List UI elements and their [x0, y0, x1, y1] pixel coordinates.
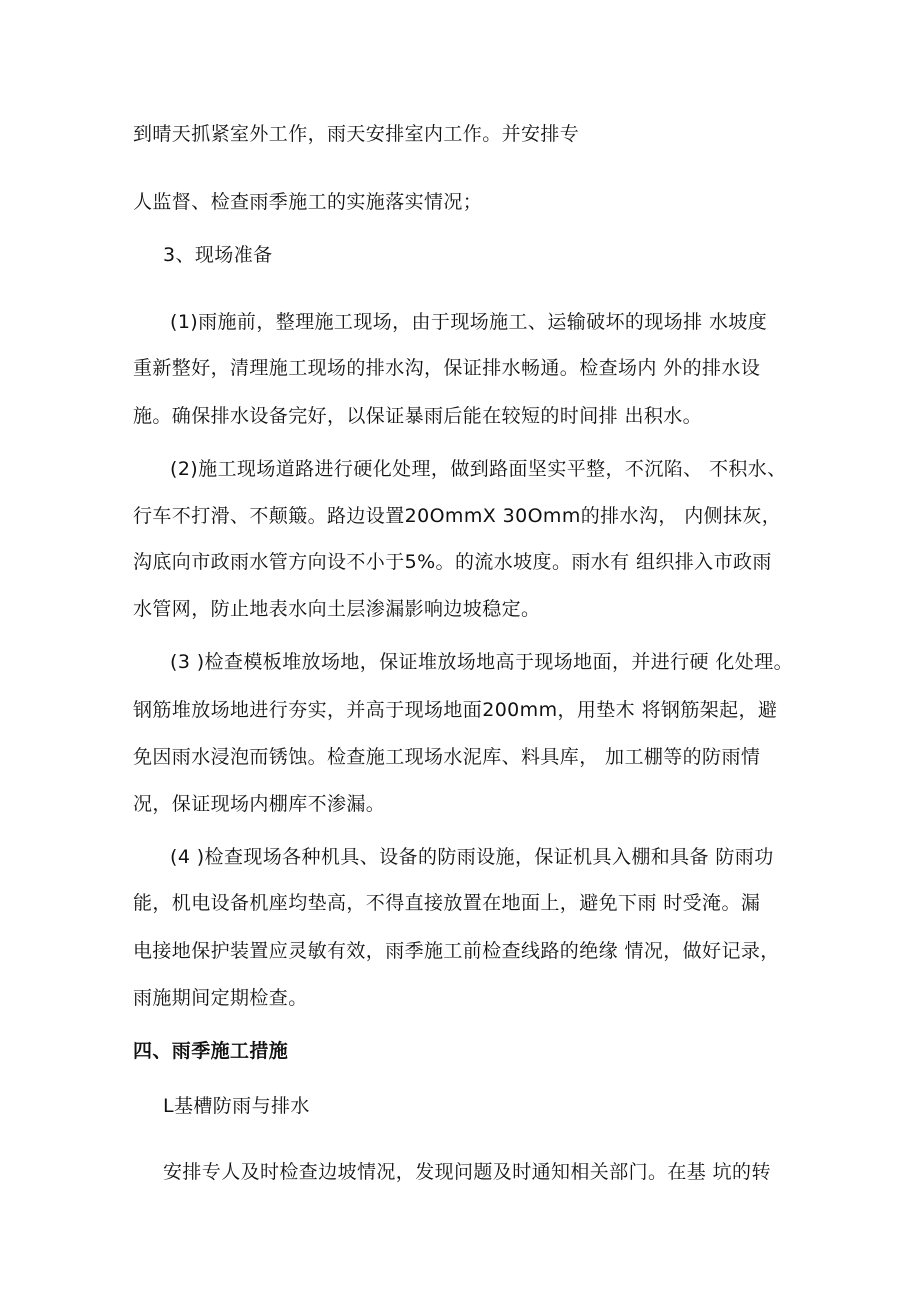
body-line: 人监督、检查雨季施工的实施落实情况； [133, 191, 483, 213]
body-line: 雨施期间定期检查。 [133, 987, 308, 1009]
body-line: 免因雨水浸泡而锈蚀。检查施工现场水泥库、料具库， 加工棚等的防雨情 [133, 746, 761, 768]
body-line: (4 )检查现场各种机具、设备的防雨设施，保证机具入棚和具备 防雨功 [170, 846, 774, 868]
body-line: (1)雨施前，整理施工现场，由于现场施工、运输破坏的现场排 水坡度 [170, 311, 768, 333]
subsection-title: 3、现场准备 [163, 244, 273, 266]
body-line: 施。确保排水设备完好，以保证暴雨后能在较短的时间排 出积水。 [133, 405, 703, 427]
body-line: (3 )检查模板堆放场地，保证堆放场地高于现场地面，并进行硬 化处理。 [170, 651, 793, 673]
body-line: 重新整好，清理施工现场的排水沟，保证排水畅通。检查场内 外的排水设 [133, 357, 761, 379]
body-line: 安排专人及时检查边坡情况，发现问题及时通知相关部门。在基 坑的转 [163, 1161, 771, 1183]
body-line: 到晴天抓紧室外工作，雨天安排室内工作。并安排专 [133, 123, 580, 145]
body-line: 沟底向市政雨水管方向设不小于5%。的流水坡度。雨水有 组织排入市政雨 [133, 551, 772, 573]
subsection-title: L基槽防雨与排水 [163, 1095, 310, 1117]
body-line: 钢筋堆放场地进行夯实，并高于现场地面200mm，用垫木 将钢筋架起，避 [133, 699, 778, 721]
body-line: (2)施工现场道路进行硬化处理，做到路面坚实平整，不沉陷、 不积水、 [170, 458, 787, 480]
body-line: 能，机电设备机座均垫高，不得直接放置在地面上，避免下雨 时受淹。漏 [133, 892, 761, 914]
body-line: 电接地保护装置应灵敏有效，雨季施工前检查线路的绝缘 情况，做好记录， [133, 940, 780, 962]
body-line: 水管网，防止地表水向土层渗漏影响边坡稳定。 [133, 598, 541, 620]
body-line: 况，保证现场内棚库不渗漏。 [133, 793, 386, 815]
section-heading: 四、雨季施工措施 [133, 1040, 289, 1062]
body-line: 行车不打滑、不颠簸。路边设置20OmmX 30Omm的排水沟， 内侧抹灰， [133, 505, 782, 527]
